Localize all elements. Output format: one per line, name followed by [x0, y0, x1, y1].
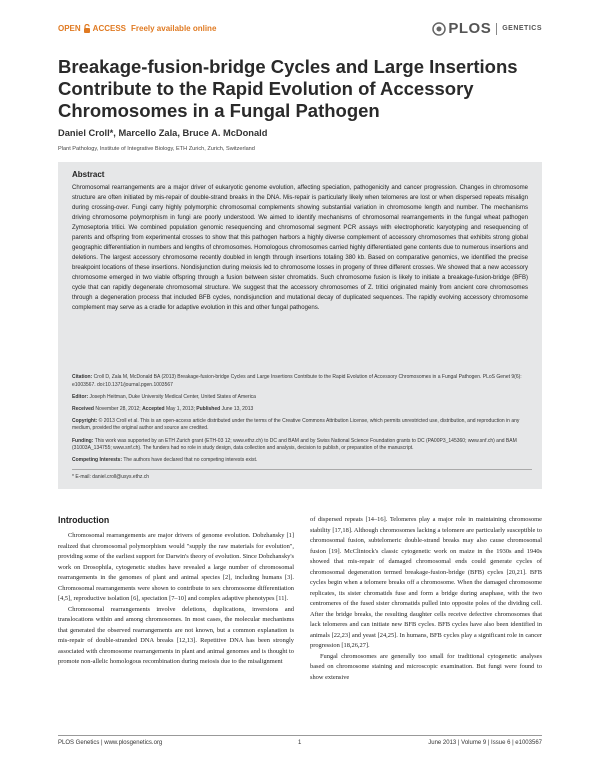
copyright-line — [72, 418, 532, 433]
intro-paragraph-2: Chromosomal rearrangements involve deletions, duplications, inversions and translocations within and among chromosomes. In most cases, the molecular mechanisms that generated the observed rearrangements are not known, but a common explanation is mis-repair of double-stranded DNA breaks [12,13]. Repetitive DNA has been strongly associated with chromosome rearrangements in plant and animal genomes and is thought to promote non-allelic homologous recombination during meiosis due to the misalignment — [58, 605, 294, 665]
abstract-text: Chromosomal rearrangements are a major driver of eukaryotic genome evolution, affecting speciation, pathogenicity and cancer progression. Changes in chromosome structure are often initiated by mis-repair of double-strand breaks in the DNA. Mis-repair is particularly likely when telomeres are lost or when dispersed repeats misalign during crossing-over. Fungi carry highly polymorphic chromosomal complements showing substantial variation in chromosome length and number. The mechanisms driving chromosome polymorphism in fungi are poorly understood. We aimed to identify mechanisms of chromosomal rearrangements in the fungal wheat pathogen Zymoseptoria tritici. We combined population genomic resequencing and chromosomal segment PCR assays with electrophoretic karyotyping and resequencing of parents and offspring from experimental crosses to show that this pathogen harbors a highly diverse complement of accessory chromosomes that exhibits strong global geographic differentiation in numbers and lengths of chromosomes. Homologous chromosomes carried highly differentiated gene contents due to numerous insertions and deletions. The largest accessory chromosome recently doubled in length through insertions totaling 380 kb. Based on comparative genomics, we identified the precise breakpoint locations of these insertions. Nondisjunction during meiosis led to chromosome losses in progeny of three different crosses. We showed that a new accessory chromosome emerged in two viable offspring through a fusion between sister chromatids. Such chromosome fusion is likely to initiate a breakage-fusion-bridge (BFB) cycle that can rapidly degenerate chromosomal structure. We suggest that the accessory chromosomes of Z. tritici originated mainly from ancient core chromosomes through a degeneration process that included BFB cycles, nondisjunction and mutational decay of duplicated sequences. The rapidly evolving accessory chromosome complement may serve as a cradle for adaptive evolution in this and other fungal pathogens. — [72, 185, 528, 311]
citation-text: Croll D, Zala M, McDonald BA (2013) Breakage-fusion-bridge Cycles and Large Insertions Contribute to the Rapid Evolution of Accessory Chromosomes in a Fungal Pathogen. PLoS Genet 9(6): e1003567. doi:10.1371/journal.pgen.1003567 — [72, 374, 522, 388]
plos-logo-icon — [432, 22, 446, 36]
email-line[interactable]: * E-mail: daniel.croll@usys.ethz.ch — [72, 474, 150, 481]
left-column — [58, 515, 294, 668]
citation-label: Citation: — [72, 374, 93, 380]
footer-issue: June 2013 | Volume 9 | Issue 6 | e1003567 — [428, 740, 542, 746]
right-column — [310, 515, 542, 683]
publisher-name: PLOS — [448, 20, 492, 37]
journal-header — [58, 20, 542, 40]
accepted-date: May 1, 2013; — [165, 405, 195, 412]
page-footer — [58, 740, 542, 750]
abstract-box — [58, 162, 542, 489]
funding-label: Funding: — [72, 437, 94, 444]
editor-line — [72, 394, 532, 402]
editor-label: Editor: — [72, 393, 89, 400]
abstract-heading: Abstract — [72, 170, 105, 179]
introduction-heading: Introduction — [58, 515, 110, 525]
open-label: OPEN — [58, 24, 81, 33]
freely-available-label: Freely available online — [131, 24, 217, 33]
copyright-text: © 2013 Croll et al. This is an open-access article distributed under the terms of the Creative Commons Attribution License, which permits unrestricted use, distribution, and reproduction in any medium, provided the original author and source are credited. — [72, 417, 520, 432]
accepted-label: Accepted — [142, 405, 165, 412]
meta-divider — [72, 469, 532, 470]
citation-line — [72, 374, 532, 389]
access-label: ACCESS — [92, 24, 127, 33]
funding-line — [72, 438, 532, 453]
intro-paragraph-1: Chromosomal rearrangements are major drivers of genome evolution. Dobzhansky [1] realized that chromosomal polymorphism would "supply the raw materials for evolution", providing some of the earliest support for Darwin's theory of evolution. Since Dobzhansky's work on Drosophila, cytogenetic studies have revealed a large number of chromosomal rearrangements in the genomes of plant and animal species [2], including humans [3]. Chromosomal rearrangements were shown to contribute to sex chromosome differentiation [4,5], reproductive isolation [6], speciation [7–10] and complex adaptive phenotypes [11]. — [58, 532, 294, 602]
article-title: Breakage-fusion-bridge Cycles and Large Insertions Contribute to the Rapid Evolution of Accessory Chromosomes in a Fungal Pathogen — [58, 56, 518, 121]
dates-line — [72, 406, 532, 414]
editor-text: Joseph Heitman, Duke University Medical Center, United States of America — [89, 393, 256, 400]
copyright-label: Copyright: — [72, 417, 98, 424]
funding-text: This work was supported by an ETH Zurich grant (ETH-03 12; www.ethz.ch) to DC and BAM and by Swiss National Science Foundation grants to DC (PA00P3_145360; www.snf.ch) and BAM (31003A_134755; www.snf.ch). The funders had no role in study design, data collection and analysis, decision to publish, or preparation of the manuscript. — [72, 437, 517, 452]
page-number: 1 — [298, 740, 302, 746]
open-lock-icon — [83, 24, 91, 33]
intro-paragraph-4: Fungal chromosomes are generally too small for traditional cytogenetic analyses based on chromosome staining and microscopic examination. But fungi were found to show extensive — [310, 652, 542, 681]
competing-text: The authors have declared that no competing interests exist. — [123, 457, 258, 464]
received-label: Received — [72, 405, 94, 412]
footer-journal-site[interactable]: PLOS Genetics | www.plosgenetics.org — [58, 740, 163, 746]
intro-paragraph-3: of dispersed repeats [14–16]. Telomeres play a major role in maintaining chromosome stability [17,18]. Although chromosomes lacking a telomere are particularly susceptible to chromosomal fusion, subtelomeric double-strand breaks may also cause chromosomal fusion [19]. McClintock's classic cytogenetic work on maize in the 1930s and 1940s showed that mis-repair of damaged chromosomal ends could generate cycles of chromosomal degeneration termed breakage-fusion-bridge (BFB) cycles [20,21]. BFB cycles begin when a telomere breaks off a chromosome. When the damaged chromosome replicates, its sister chromatids fuse and form a bridge during anaphase, with the two centromeres of the fused sister chromatids pulled into opposite poles of the dividing cell. After the bridge breaks, the resulting daughter cells receive defective chromosomes that lack telomeres and can initiate new BFB cycles. BFB cycles have also been identified in animals [22,23] and yeast [24,25]. In humans, BFB cycles play a significant role in cancer progression [18,26,27]. — [310, 516, 542, 649]
open-access-badge — [58, 24, 216, 33]
author-list: Daniel Croll*, Marcello Zala, Bruce A. McDonald — [58, 128, 268, 138]
affiliation: Plant Pathology, Institute of Integrative Biology, ETH Zurich, Zurich, Switzerland — [58, 146, 255, 152]
article-metadata — [72, 374, 532, 486]
competing-line — [72, 457, 532, 465]
published-label: Published — [196, 405, 221, 412]
published-date: June 13, 2013 — [221, 405, 254, 412]
logo-divider — [496, 23, 497, 35]
footer-rule — [58, 735, 542, 736]
journal-name: GENETICS — [502, 25, 542, 32]
received-date: November 28, 2012; — [95, 405, 141, 412]
competing-label: Competing Interests: — [72, 457, 123, 464]
publisher-logo — [432, 20, 542, 37]
